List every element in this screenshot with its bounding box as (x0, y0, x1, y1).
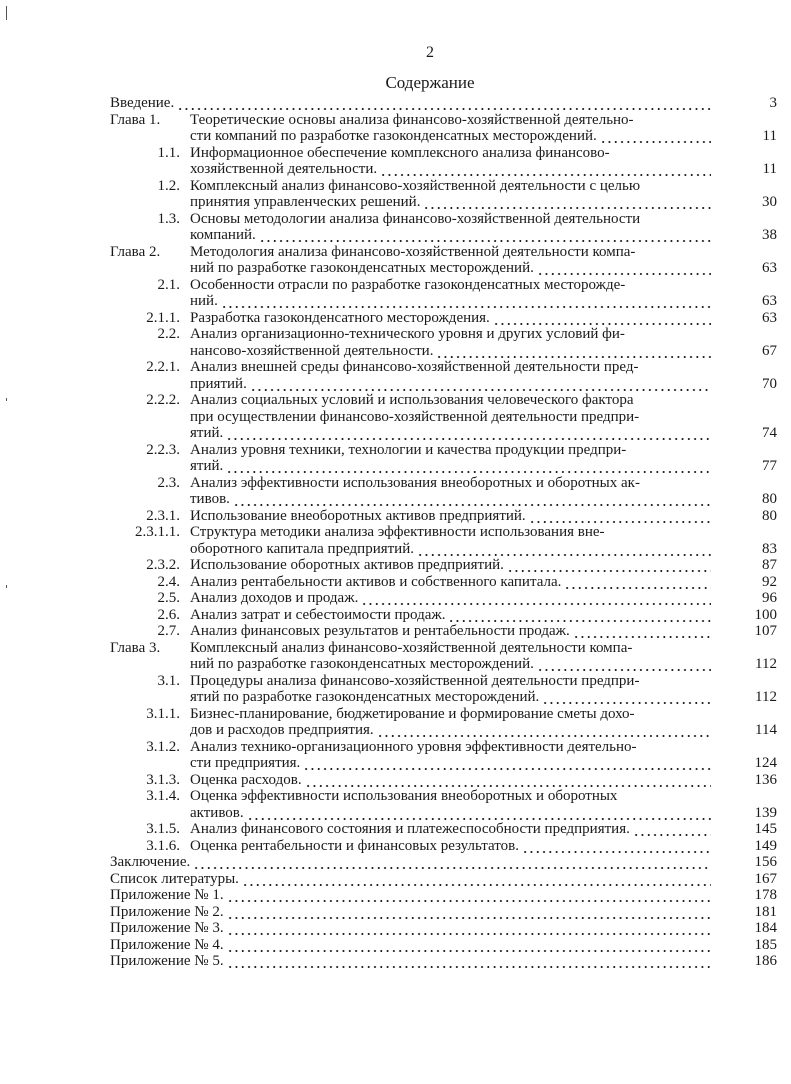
toc-entry[interactable] (100, 309, 777, 327)
toc-entry-title (190, 590, 715, 607)
toc-entry-line (190, 244, 715, 261)
toc-entry-line (190, 392, 715, 409)
toc-entry-line-text: Комплексный анализ финансово-хозяйственной деятельности с целью (190, 177, 641, 194)
toc-entry-line (190, 673, 715, 690)
toc-entry-title (100, 937, 715, 954)
toc-entry-page: 145 (754, 821, 777, 837)
toc-entry[interactable] (100, 507, 777, 525)
toc-entry-number: 2.5. (157, 590, 180, 606)
toc-entry-title (190, 145, 715, 178)
toc-entry-line-text: Приложение № 1. (110, 887, 224, 903)
toc-entry-line (190, 640, 715, 657)
toc-entry-title (190, 178, 715, 211)
toc-entry-line (190, 805, 715, 822)
toc-entry[interactable] (100, 111, 777, 145)
toc-entry-line (190, 557, 715, 574)
toc-entry[interactable] (100, 821, 777, 838)
dot-leader (448, 607, 711, 624)
dot-leader (250, 376, 711, 393)
toc-entry-title (100, 887, 715, 904)
toc-entry-number: 2.3.2. (146, 557, 180, 573)
toc-entry-page: 80 (762, 491, 777, 507)
toc-entry-page: 70 (762, 375, 777, 392)
toc-entry-line-text: Оценка эффективности использования внеоборотных и оборотных (190, 788, 618, 804)
toc-entry[interactable] (100, 359, 777, 392)
toc-entry-number: 3.1.1. (146, 705, 180, 722)
dot-leader (177, 95, 711, 112)
toc-entry-line (190, 508, 715, 525)
toc-entry-line (190, 607, 715, 624)
toc-entry-line-text: при осуществлении финансово-хозяйственной деятельности предпри- (190, 408, 640, 425)
toc-entry[interactable] (100, 837, 777, 855)
toc-entry-line (190, 178, 715, 195)
toc-entry-line (190, 326, 715, 343)
scan-margin-mark (6, 398, 7, 401)
toc-entry-number: Глава 3. (110, 639, 161, 656)
toc-entry-line (190, 590, 715, 607)
dot-leader (227, 953, 711, 970)
toc-entry-page: 11 (762, 161, 777, 177)
toc-entry-page: 124 (754, 755, 777, 771)
toc-entry-page: 74 (762, 425, 777, 441)
toc-entry-line (190, 722, 715, 739)
toc-entry-title (190, 706, 715, 739)
toc-entry-line-text: приятий. (190, 375, 247, 392)
toc-entry-line-text: Приложение № 5. (110, 953, 224, 969)
toc-entry-line-text: дов и расходов предприятия. (190, 722, 374, 738)
dot-leader (226, 425, 711, 442)
dot-leader (507, 557, 711, 574)
toc-entry-number: 2.3.1. (146, 507, 180, 524)
toc-entry-line-text: Анализ внешней среды финансово-хозяйственной деятельности пред- (190, 359, 639, 375)
toc-entry-line (110, 953, 715, 970)
toc-entry-page: 149 (754, 837, 777, 854)
toc-entry-line (190, 376, 715, 393)
toc-entry-title (190, 244, 715, 277)
toc-entry[interactable] (100, 887, 777, 904)
toc-entry[interactable] (100, 870, 777, 888)
toc-entry-page: 112 (755, 689, 777, 705)
toc-entry[interactable] (100, 177, 777, 211)
toc-entry-line (190, 458, 715, 475)
dot-leader (542, 689, 711, 706)
toc-entry[interactable] (100, 788, 777, 821)
toc-entry-title (190, 607, 715, 624)
toc-entry-page: 3 (769, 95, 777, 111)
dot-leader (303, 755, 711, 772)
toc-entry-line (190, 706, 715, 723)
toc-entry-line (190, 293, 715, 310)
toc-entry-title (190, 359, 715, 392)
dot-leader (259, 227, 711, 244)
toc-entry-line-text: Использование оборотных активов предприятий. (190, 557, 504, 573)
toc-entry-line (190, 491, 715, 508)
toc-entry-line (190, 755, 715, 772)
toc-entry-line (190, 211, 715, 228)
toc-entry-line-text: Анализ рентабельности активов и собственного капитала. (190, 573, 562, 590)
toc-entry-line-text: Основы методологии анализа финансово-хозяйственной деятельности (190, 210, 641, 227)
toc-entry-line-text: Приложение № 2. (110, 903, 224, 920)
dot-leader (227, 937, 711, 954)
toc-entry-line-text: Теоретические основы анализа финансово-хозяйственной деятельно- (190, 111, 634, 128)
toc-entry[interactable] (100, 738, 777, 772)
toc-entry-title (190, 475, 715, 508)
toc-entry-line-text: сти компаний по разработке газоконденсатных месторождений. (190, 128, 597, 144)
toc-entry-line-text: Анализ финансового состояния и платежеспособности предприятия. (190, 821, 630, 837)
toc-entry-title (190, 788, 715, 821)
toc-entry-page: 181 (754, 903, 777, 920)
page-number: 2 (426, 44, 434, 61)
toc-entry-line-text: ний. (190, 293, 218, 309)
toc-entry-line-text: тивов. (190, 491, 230, 507)
toc-entry[interactable] (100, 243, 777, 277)
toc-entry-title (190, 277, 715, 310)
toc-entry-page: 139 (754, 804, 777, 821)
toc-entry-line-text: Заключение. (110, 854, 191, 870)
toc-entry-number: 1.3. (157, 210, 180, 227)
dot-leader (600, 128, 711, 145)
toc-entry-line-text: Оценка рентабельности и финансовых результатов. (190, 837, 519, 854)
toc-entry-line-text: ятий по разработке газоконденсатных месторождений. (190, 689, 540, 705)
toc-entry-line (110, 871, 715, 888)
toc-entry-title (190, 310, 715, 327)
dot-leader (522, 838, 711, 855)
toc-entry[interactable] (100, 920, 777, 937)
toc-entry-line-text: ний по разработке газоконденсатных месторождений. (190, 260, 534, 276)
toc-entry-number: 2.7. (157, 623, 180, 639)
toc-entry-title (100, 871, 715, 888)
toc-entry-page: 92 (762, 573, 777, 590)
toc-entry-page: 107 (754, 623, 777, 639)
toc-entry-page: 112 (755, 656, 777, 672)
toc-entry-number: 1.2. (157, 177, 180, 194)
dot-leader (493, 310, 711, 327)
toc-entry-line (190, 623, 715, 640)
toc-entry[interactable] (100, 144, 777, 178)
toc-entry-line-text: Анализ технико-организационного уровня эффективности деятельно- (190, 738, 637, 755)
toc-entry[interactable] (100, 672, 777, 706)
toc-entry[interactable] (100, 854, 777, 871)
toc-entry-title (100, 854, 715, 871)
toc-entry-line (190, 475, 715, 492)
toc-entry-page: 83 (762, 540, 777, 557)
dot-leader (377, 722, 711, 739)
toc-entry-title (190, 821, 715, 838)
dot-leader (227, 887, 711, 904)
toc-entry-line-text: активов. (190, 804, 244, 821)
toc-entry-number: 3.1.6. (146, 837, 180, 854)
toc-entry-line-text: оборотного капитала предприятий. (190, 540, 414, 557)
toc-entry-line (190, 689, 715, 706)
toc-entry-number: 2.1.1. (146, 309, 180, 326)
dot-leader (193, 854, 711, 871)
toc-entry[interactable] (100, 326, 777, 359)
toc-entry-line (110, 887, 715, 904)
toc-entry-title (100, 904, 715, 921)
toc-entry-line-text: Процедуры анализа финансово-хозяйственной деятельности предпри- (190, 672, 640, 689)
toc-entry-number: Глава 2. (110, 243, 161, 260)
toc-entry-title (190, 524, 715, 557)
dot-leader (227, 920, 711, 937)
toc-entry[interactable] (100, 590, 777, 607)
dot-leader (537, 260, 711, 277)
toc-entry-line (110, 95, 715, 112)
toc-entry-line-text: Информационное обеспечение комплексного анализа финансово- (190, 144, 610, 161)
toc-entry-line (190, 277, 715, 294)
toc-entry-number: 2.3. (157, 474, 180, 491)
toc-entry-line (190, 310, 715, 327)
dot-leader (380, 161, 711, 178)
dot-leader (247, 805, 711, 822)
toc-entry-title (190, 557, 715, 574)
toc-entry-title (100, 920, 715, 937)
dot-leader (226, 458, 711, 475)
toc-entry-line-text: сти предприятия. (190, 755, 301, 771)
toc-entry-number: 3.1.3. (146, 771, 180, 788)
toc-entry-title (190, 211, 715, 244)
toc-entry-line-text: Использование внеоборотных активов предприятий. (190, 507, 526, 524)
dot-leader (529, 508, 711, 525)
toc-entry-page: 30 (762, 194, 777, 210)
toc-entry[interactable] (100, 606, 777, 624)
toc-entry-title (100, 95, 715, 112)
toc-entry-title (190, 772, 715, 789)
toc-entry-number: 3.1.2. (146, 738, 180, 755)
toc-entry-title (190, 739, 715, 772)
toc-entry-line (190, 194, 715, 211)
toc-entry-line-text: нансово-хозяйственной деятельности. (190, 342, 434, 359)
toc-entry-page: 38 (762, 227, 777, 243)
toc-entry-line (110, 920, 715, 937)
toc-entry-line (190, 145, 715, 162)
toc-entry-number: 1.1. (157, 144, 180, 161)
toc-entry-number: 3.1. (157, 672, 180, 689)
scan-margin-mark (6, 585, 7, 588)
toc-entry-line-text: ний по разработке газоконденсатных месторождений. (190, 656, 534, 672)
toc-entry-title (190, 508, 715, 525)
toc-entry-line-text: Анализ финансовых результатов и рентабельности продаж. (190, 623, 570, 639)
toc-entry-title (190, 640, 715, 673)
toc-entry-line (190, 739, 715, 756)
toc-entry-line (190, 112, 715, 129)
toc-entry-number: 2.2.2. (146, 392, 180, 408)
dot-leader (417, 541, 711, 558)
toc-entry-line (190, 227, 715, 244)
toc-entry[interactable] (100, 441, 777, 475)
toc-entry-line-text: Анализ уровня техники, технологии и качества продукции предпри- (190, 441, 627, 458)
toc-entry-line (190, 128, 715, 145)
toc-entry-line-text: Анализ затрат и себестоимости продаж. (190, 606, 446, 623)
toc-entry-line (190, 161, 715, 178)
toc-entry-line (190, 656, 715, 673)
toc-entry-title (190, 673, 715, 706)
toc-entry-page: 114 (755, 722, 777, 738)
toc-entry-line-text: Приложение № 4. (110, 936, 224, 953)
toc-entry[interactable] (100, 210, 777, 244)
toc-entry[interactable] (100, 953, 777, 970)
toc-entry-line (190, 442, 715, 459)
toc-entry-line-text: Анализ социальных условий и использования человеческого фактора (190, 392, 634, 408)
toc-entry-line-text: Анализ эффективности использования внеоборотных и оборотных ак- (190, 474, 640, 491)
toc-entry-line-text: Методология анализа финансово-хозяйственной деятельности компа- (190, 243, 636, 260)
toc-entry[interactable] (100, 771, 777, 789)
toc-entry[interactable] (100, 936, 777, 954)
toc-entry-line-text: принятия управленческих решений. (190, 194, 421, 210)
toc-entry-line-text: Структура методики анализа эффективности использования вне- (190, 524, 605, 540)
toc-entry-page: 186 (754, 953, 777, 969)
toc-entry-title (190, 574, 715, 591)
toc-entry-line-text: компаний. (190, 227, 256, 243)
toc-entry-title (190, 623, 715, 640)
toc-entry-page: 63 (762, 309, 777, 326)
toc-entry-number: 2.1. (157, 276, 180, 293)
toc-entry-page: 67 (762, 342, 777, 359)
scan-margin-mark (6, 6, 7, 20)
page-title: Содержание (385, 73, 475, 92)
toc-entry-page: 63 (762, 260, 777, 276)
toc-entry-page: 11 (762, 128, 777, 144)
toc-entry-title (190, 326, 715, 359)
toc-entry-number: 2.6. (157, 606, 180, 623)
dot-leader (305, 772, 711, 789)
toc-entry[interactable] (100, 524, 777, 557)
toc-entry-line-text: Комплексный анализ финансово-хозяйственной деятельности компа- (190, 639, 633, 656)
toc-entry[interactable] (100, 276, 777, 310)
toc-entry-line-text: Приложение № 3. (110, 920, 224, 936)
toc-entry-line (110, 854, 715, 871)
toc-entry-page: 80 (762, 507, 777, 524)
toc-entry[interactable] (100, 474, 777, 508)
toc-entry-line-text: Особенности отрасли по разработке газоконденсатных месторожде- (190, 276, 626, 293)
toc-entry-number: Глава 1. (110, 111, 161, 128)
toc-entry-line (190, 343, 715, 360)
toc-entry-page: 185 (754, 936, 777, 953)
toc-entry-page: 100 (754, 606, 777, 623)
toc-entry-title (190, 838, 715, 855)
toc-entry-line (190, 838, 715, 855)
toc-entry-title (190, 442, 715, 475)
toc-entry-line-text: ятий. (190, 425, 224, 441)
toc-entry-line-text: Оценка расходов. (190, 771, 302, 788)
toc-entry-line (190, 574, 715, 591)
toc-entry-number: 2.4. (157, 573, 180, 590)
toc-entry-line-text: хозяйственной деятельности. (190, 161, 378, 177)
toc-entry-page: 96 (762, 590, 777, 606)
toc-entry-line (190, 788, 715, 805)
toc-entry[interactable] (100, 95, 777, 112)
toc-entry-line (190, 425, 715, 442)
toc-entry[interactable] (100, 573, 777, 591)
toc-entry-page: 178 (754, 887, 777, 903)
toc-entry-line-text: Список литературы. (110, 870, 239, 887)
dot-leader (242, 871, 711, 888)
toc-entry-page: 184 (754, 920, 777, 936)
toc-entry-line-text: Введение. (110, 95, 175, 111)
toc-entry-line (190, 772, 715, 789)
toc-entry-page: 156 (754, 854, 777, 870)
toc-entry[interactable] (100, 903, 777, 921)
toc-entry-number: 2.2.1. (146, 359, 180, 375)
toc-entry-page: 77 (762, 458, 777, 474)
toc-entry-page: 63 (762, 293, 777, 309)
dot-leader (436, 343, 711, 360)
toc-entry-line-text: Анализ организационно-технического уровня и других условий фи- (190, 326, 625, 342)
toc-entry-number: 2.3.1.1. (135, 524, 180, 540)
dot-leader (233, 491, 711, 508)
toc-entry[interactable] (100, 705, 777, 739)
toc-entry-page: 136 (754, 771, 777, 788)
dot-leader (227, 904, 711, 921)
dot-leader (423, 194, 711, 211)
toc-entry-line-text: ятий. (190, 458, 224, 474)
toc-entry-line (190, 821, 715, 838)
toc-entry-title (190, 112, 715, 145)
toc-entry-number: 2.2. (157, 326, 180, 342)
toc-entry-line-text: Анализ доходов и продаж. (190, 590, 359, 606)
toc-entry[interactable] (100, 392, 777, 442)
toc-entry-number: 3.1.4. (146, 788, 180, 804)
toc-entry-title (100, 953, 715, 970)
toc-entry[interactable] (100, 639, 777, 673)
dot-leader (537, 656, 711, 673)
table-of-contents (100, 95, 777, 970)
toc-entry-line (190, 524, 715, 541)
toc-entry-number: 3.1.5. (146, 821, 180, 837)
toc-entry-line (110, 904, 715, 921)
dot-leader (361, 590, 711, 607)
toc-entry-title (190, 392, 715, 442)
dot-leader (633, 821, 711, 838)
toc-entry-page: 167 (754, 870, 777, 887)
toc-entry-line-text: Бизнес-планирование, бюджетирование и формирование сметы дохо- (190, 705, 635, 722)
toc-entry-line (190, 260, 715, 277)
toc-entry-number: 2.2.3. (146, 441, 180, 458)
toc-entry-line (190, 541, 715, 558)
dot-leader (564, 574, 711, 591)
toc-entry-line-text: Разработка газоконденсатного месторождения. (190, 309, 490, 326)
toc-entry-line (190, 359, 715, 376)
dot-leader (221, 293, 711, 310)
toc-entry-line (110, 937, 715, 954)
dot-leader (573, 623, 711, 640)
toc-entry-page: 87 (762, 557, 777, 573)
toc-entry-line (190, 409, 715, 426)
toc-entry[interactable] (100, 557, 777, 574)
toc-entry[interactable] (100, 623, 777, 640)
